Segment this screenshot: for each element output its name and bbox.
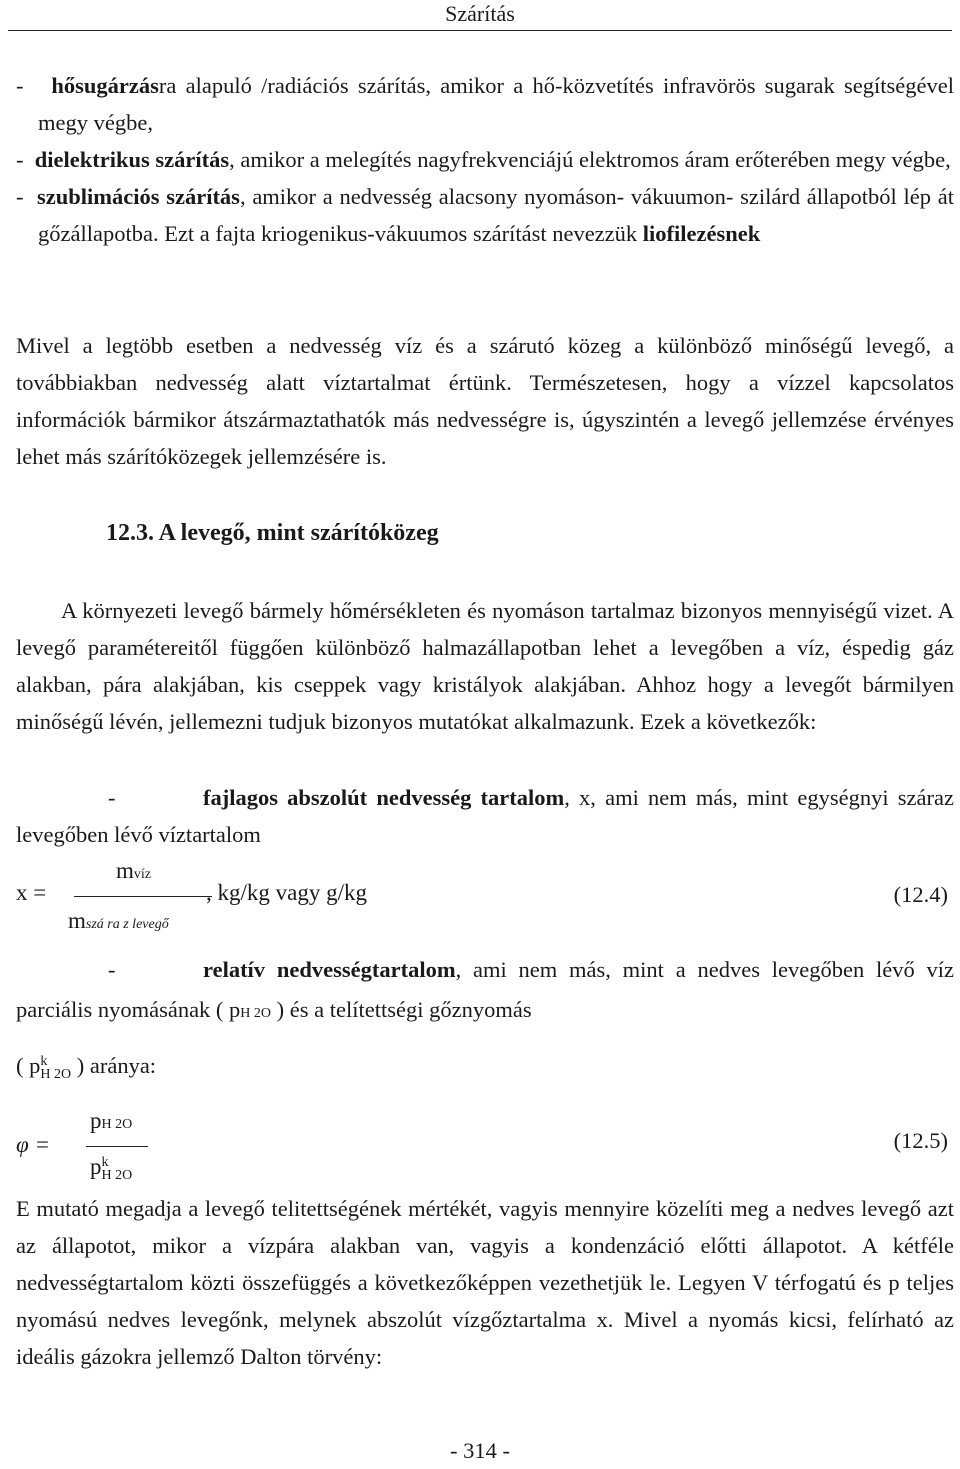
item-term: fajlagos abszolút nedvesség tartalom bbox=[203, 785, 565, 810]
equation-label: (12.5) bbox=[893, 1128, 948, 1153]
eq-units: , kg/kg vagy g/kg bbox=[206, 880, 367, 905]
eq-lhs: x = bbox=[16, 880, 47, 905]
eq-denominator: p k H 2O bbox=[90, 1154, 133, 1183]
item-text: , x, ami nem más, mint egységnyi száraz levegőben lévő víztartalom bbox=[16, 785, 954, 847]
bullet-item-dielectric: - dielektrikus szárítás, amikor a melegítés nagyfrekvenciájú elektromos áram erőterében megy végbe, bbox=[16, 147, 951, 172]
bullet-item-radiation: - hősugárzásra alapuló /radiációs szárítás, amikor a hő-közvetítés infravörös sugarak segítségével megy végbe, bbox=[16, 73, 954, 135]
bullet-text: , amikor a melegítés nagyfrekvenciájú elektromos áram erőterében megy végbe, bbox=[229, 147, 951, 172]
saturation-pressure-symbol: p k H 2O bbox=[29, 1053, 72, 1082]
bullet-text: , amikor a nedvesség alacsony nyomáson- vákuumon- szilárd állapotból lép át gőzállapotba. Ezt a fajta kriogenikus-vákuumos szárítást nevezzük bbox=[38, 184, 954, 246]
page-number: - 314 - bbox=[450, 1438, 510, 1463]
bullet-term: hősugárzás bbox=[51, 73, 159, 98]
list-item-absolute-humidity bbox=[16, 779, 954, 853]
eq-numerator: pH 2O bbox=[90, 1108, 133, 1133]
bullet-text: ra alapuló /radiációs szárítás, amikor a hő-közvetítés infravörös sugarak segítségével megy végbe, bbox=[38, 73, 954, 135]
equation-12-5 bbox=[16, 1108, 954, 1188]
fraction-bar bbox=[86, 1146, 148, 1147]
header-rule bbox=[8, 30, 952, 31]
paragraph-3: E mutató megadja a levegő telitettségének mértékét, vagyis mennyire közelíti meg a nedves levegő azt az állapotot, mikor a vízpára alakban van, vagyis a kondenzáció előtti állapotot. A kétféle nedvességtartalom közti összefüggés a következőképpen vezethetjük le. Legyen V térfogatú és p teljes nyomású nedves levegőnk, melynek abszolút vízgőztartalma x. Mivel a nyomás kicsi, felírható az ideális gázokra jellemző Dalton törvény: bbox=[16, 1196, 954, 1369]
partial-pressure-symbol: pH 2O bbox=[229, 997, 272, 1022]
item-term: relatív nedvességtartalom bbox=[203, 957, 456, 982]
ratio-intro: ( p k H 2O ) aránya: bbox=[16, 1053, 157, 1082]
equation-label: (12.4) bbox=[893, 882, 948, 907]
bullet-term-2: liofilezésnek bbox=[642, 221, 761, 246]
bullet-term: szublimációs szárítás bbox=[36, 184, 240, 209]
bullet-list bbox=[16, 67, 954, 252]
eq-denominator: mszá ra z levegő bbox=[68, 908, 169, 933]
bullet-term: dielektrikus szárítás bbox=[34, 147, 230, 172]
paragraph-2: A környezeti levegő bármely hőmérsékleten és nyomáson tartalmaz bizonyos mennyiségű vizet. A levegő paramétereitől függően különböző halmazállapotban lehet a levegőben a víz, éspedig gáz alakban, pára alakjában, kis cseppek vagy kristályok alakjában. Ahhoz hogy a levegőt bármilyen minőségű lévén, jellemezni tudjuk bizonyos mutatókat alkalmazunk. Ezek a következők: bbox=[16, 598, 954, 734]
section-heading: 12.3. A levegő, mint szárítóközeg bbox=[106, 520, 439, 546]
eq-lhs: φ = bbox=[16, 1132, 50, 1157]
item-dash: - bbox=[108, 785, 116, 810]
item-dash: - bbox=[108, 957, 116, 982]
equation-12-4 bbox=[16, 858, 954, 938]
bullet-item-sublimation: - szublimációs szárítás, amikor a nedvesség alacsony nyomáson- vákuumon- szilárd állapotból lép át gőzállapotba. Ezt a fajta kriogenikus-vákuumos szárítást nevezzük liofilezésnek bbox=[16, 184, 954, 246]
paragraph-1: Mivel a legtöbb esetben a nedvesség víz és a szárutó közeg a különböző minőségű levegő, a továbbiakban nedvesség alatt víztartalmat értünk. Természetesen, hogy a vízzel kapcsolatos információk bármikor átszármaztathatók más nedvességre is, úgyszintén a levegő jellemzése érvényes lehet más szárítóközegek jellemzésére is. bbox=[16, 333, 954, 469]
list-item-relative-humidity: - relatív nedvességtartalom, ami nem más, mint a nedves levegőben lévő víz parciális nyomásának ( pH 2O ) és a telítettségi gőznyomás bbox=[16, 950, 954, 1034]
eq-numerator: mvíz bbox=[116, 858, 151, 883]
page-header-title: Szárítás bbox=[445, 1, 515, 26]
fraction-bar bbox=[74, 896, 212, 897]
